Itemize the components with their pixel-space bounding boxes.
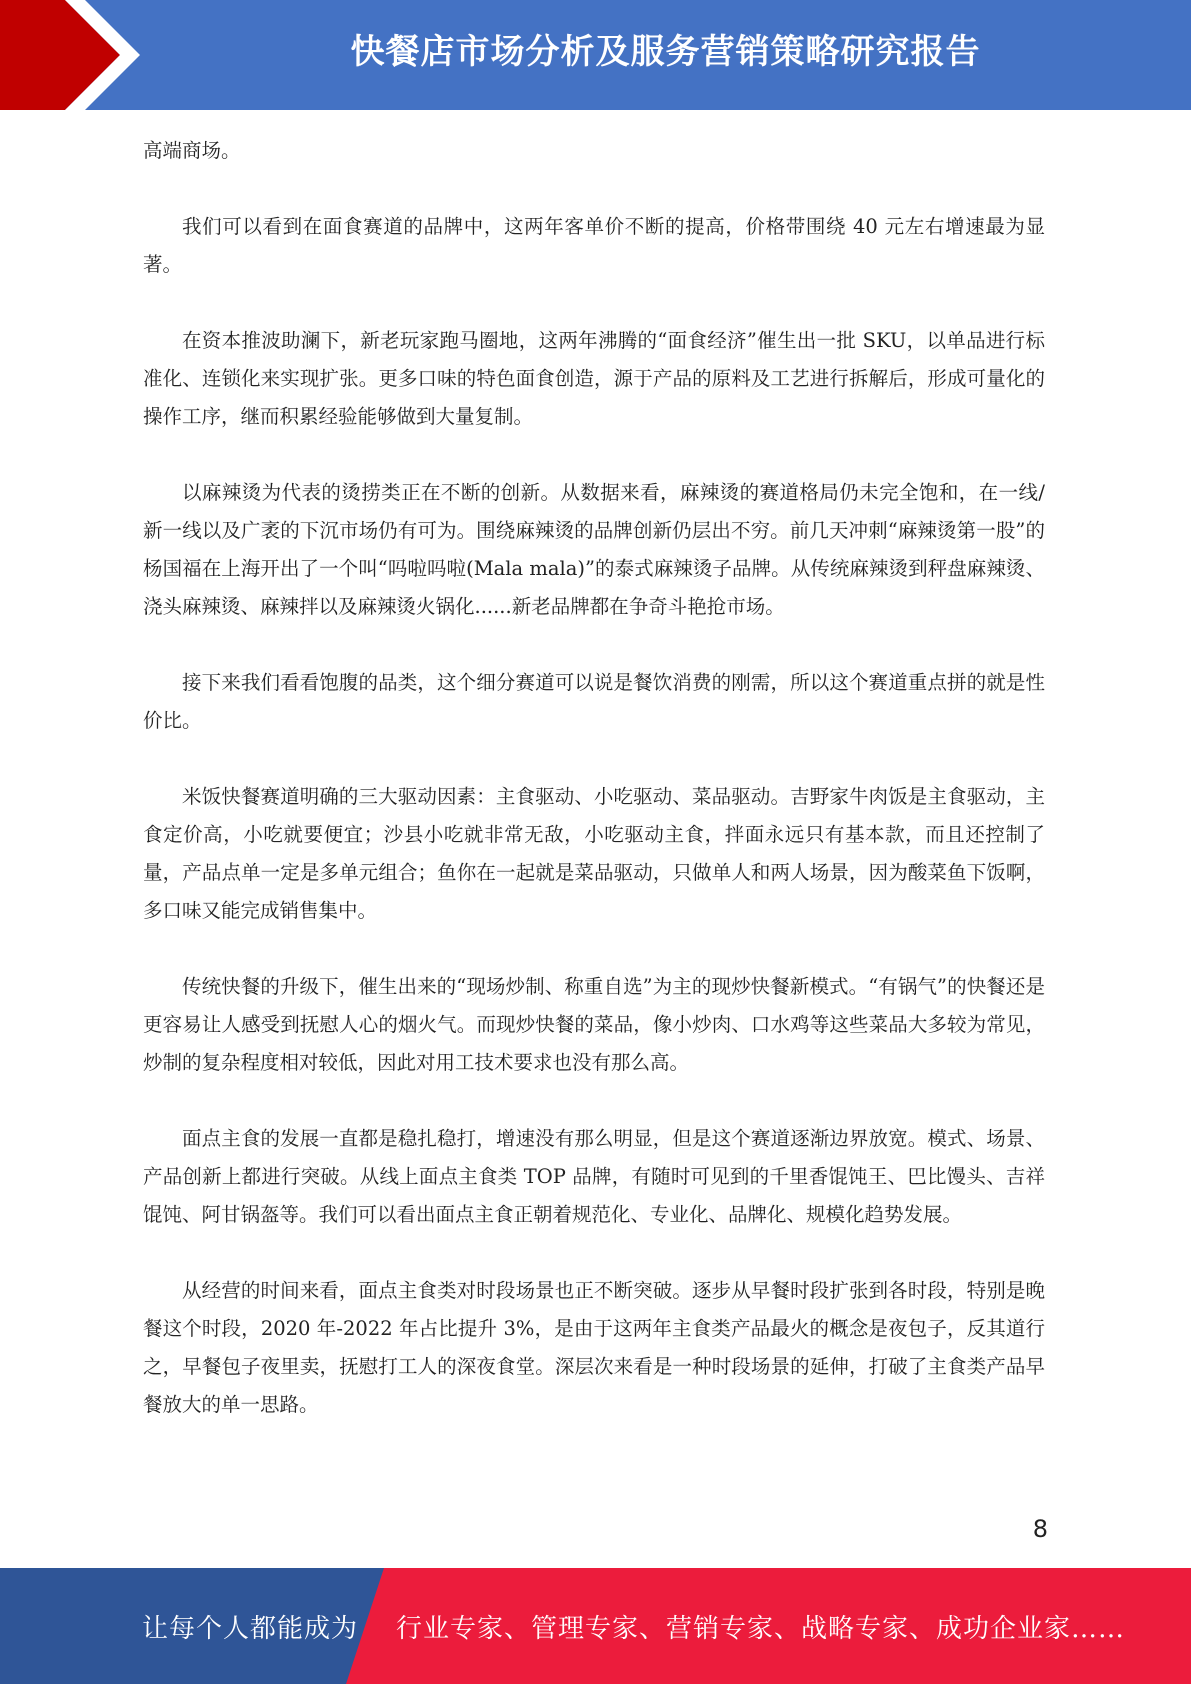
paragraph: 高端商场。 xyxy=(143,139,241,162)
paragraph: 传统快餐的升级下，催生出来的“现场炒制、称重自选”为主的现炒快餐新模式。“有锅气”的快餐还是更容易让人感受到抚慰人心的烟火气。而现炒快餐的菜品，像小炒肉、口水鸡等这些菜品大多较为常见，炒制的复杂程度相对较低，因此对用工技术要求也没有那么高。 xyxy=(143,975,1045,1074)
footer-slogan-left: 让每个人都能成为 xyxy=(142,1614,359,1644)
paragraph: 我们可以看到在面食赛道的品牌中，这两年客单价不断的提高，价格带围绕 40 元左右增速最为显著。 xyxy=(143,215,1045,276)
footer-slogan-right: 行业专家、管理专家、营销专家、战略专家、成功企业家…… xyxy=(396,1614,1126,1644)
document-body xyxy=(143,132,1045,1462)
paragraph: 面点主食的发展一直都是稳扎稳打，增速没有那么明显，但是这个赛道逐渐边界放宽。模式、场景、产品创新上都进行突破。从线上面点主食类 TOP 品牌，有随时可见到的千里香馄饨王、巴比馒头、吉祥馄饨、阿甘锅盔等。我们可以看出面点主食正朝着规范化、专业化、品牌化、规模化趋势发展。 xyxy=(143,1127,1045,1226)
paragraph: 接下来我们看看饱腹的品类，这个细分赛道可以说是餐饮消费的刚需，所以这个赛道重点拼的就是性价比。 xyxy=(143,671,1045,732)
paragraph: 从经营的时间来看，面点主食类对时段场景也正不断突破。逐步从早餐时段扩张到各时段，特别是晚餐这个时段，2020 年-2022 年占比提升 3%，是由于这两年主食类产品最火的概念是夜包子，反其道行之，早餐包子夜里卖，抚慰打工人的深夜食堂。深层次来看是一种时段场景的延伸，打破了主食类产品早餐放大的单一思路。 xyxy=(143,1279,1045,1416)
paragraph: 米饭快餐赛道明确的三大驱动因素：主食驱动、小吃驱动、菜品驱动。吉野家牛肉饭是主食驱动，主食定价高，小吃就要便宜；沙县小吃就非常无敌，小吃驱动主食，拌面永远只有基本款，而且还控制了量，产品点单一定是多单元组合；鱼你在一起就是菜品驱动，只做单人和两人场景，因为酸菜鱼下饭啊，多口味又能完成销售集中。 xyxy=(143,785,1045,922)
page-number: 8 xyxy=(1032,1515,1048,1543)
header-arrow-decoration xyxy=(0,0,160,110)
paragraph: 在资本推波助澜下，新老玩家跑马圈地，这两年沸腾的“面食经济”催生出一批 SKU，以单品进行标准化、连锁化来实现扩张。更多口味的特色面食创造，源于产品的原料及工艺进行拆解后，形成可量化的操作工序，继而积累经验能够做到大量复制。 xyxy=(143,329,1045,428)
paragraph: 以麻辣烫为代表的烫捞类正在不断的创新。从数据来看，麻辣烫的赛道格局仍未完全饱和，在一线/新一线以及广袤的下沉市场仍有可为。围绕麻辣烫的品牌创新仍层出不穷。前几天冲刺“麻辣烫第一股”的杨国福在上海开出了一个叫“吗啦吗啦(Mala mala)”的泰式麻辣烫子品牌。从传统麻辣烫到秤盘麻辣烫、浇头麻辣烫、麻辣拌以及麻辣烫火锅化......新老品牌都在争奇斗艳抢市场。 xyxy=(143,481,1045,618)
header-banner xyxy=(0,0,1191,110)
footer-banner xyxy=(0,1568,1191,1684)
page-title: 快餐店市场分析及服务营销策略研究报告 xyxy=(350,32,981,72)
